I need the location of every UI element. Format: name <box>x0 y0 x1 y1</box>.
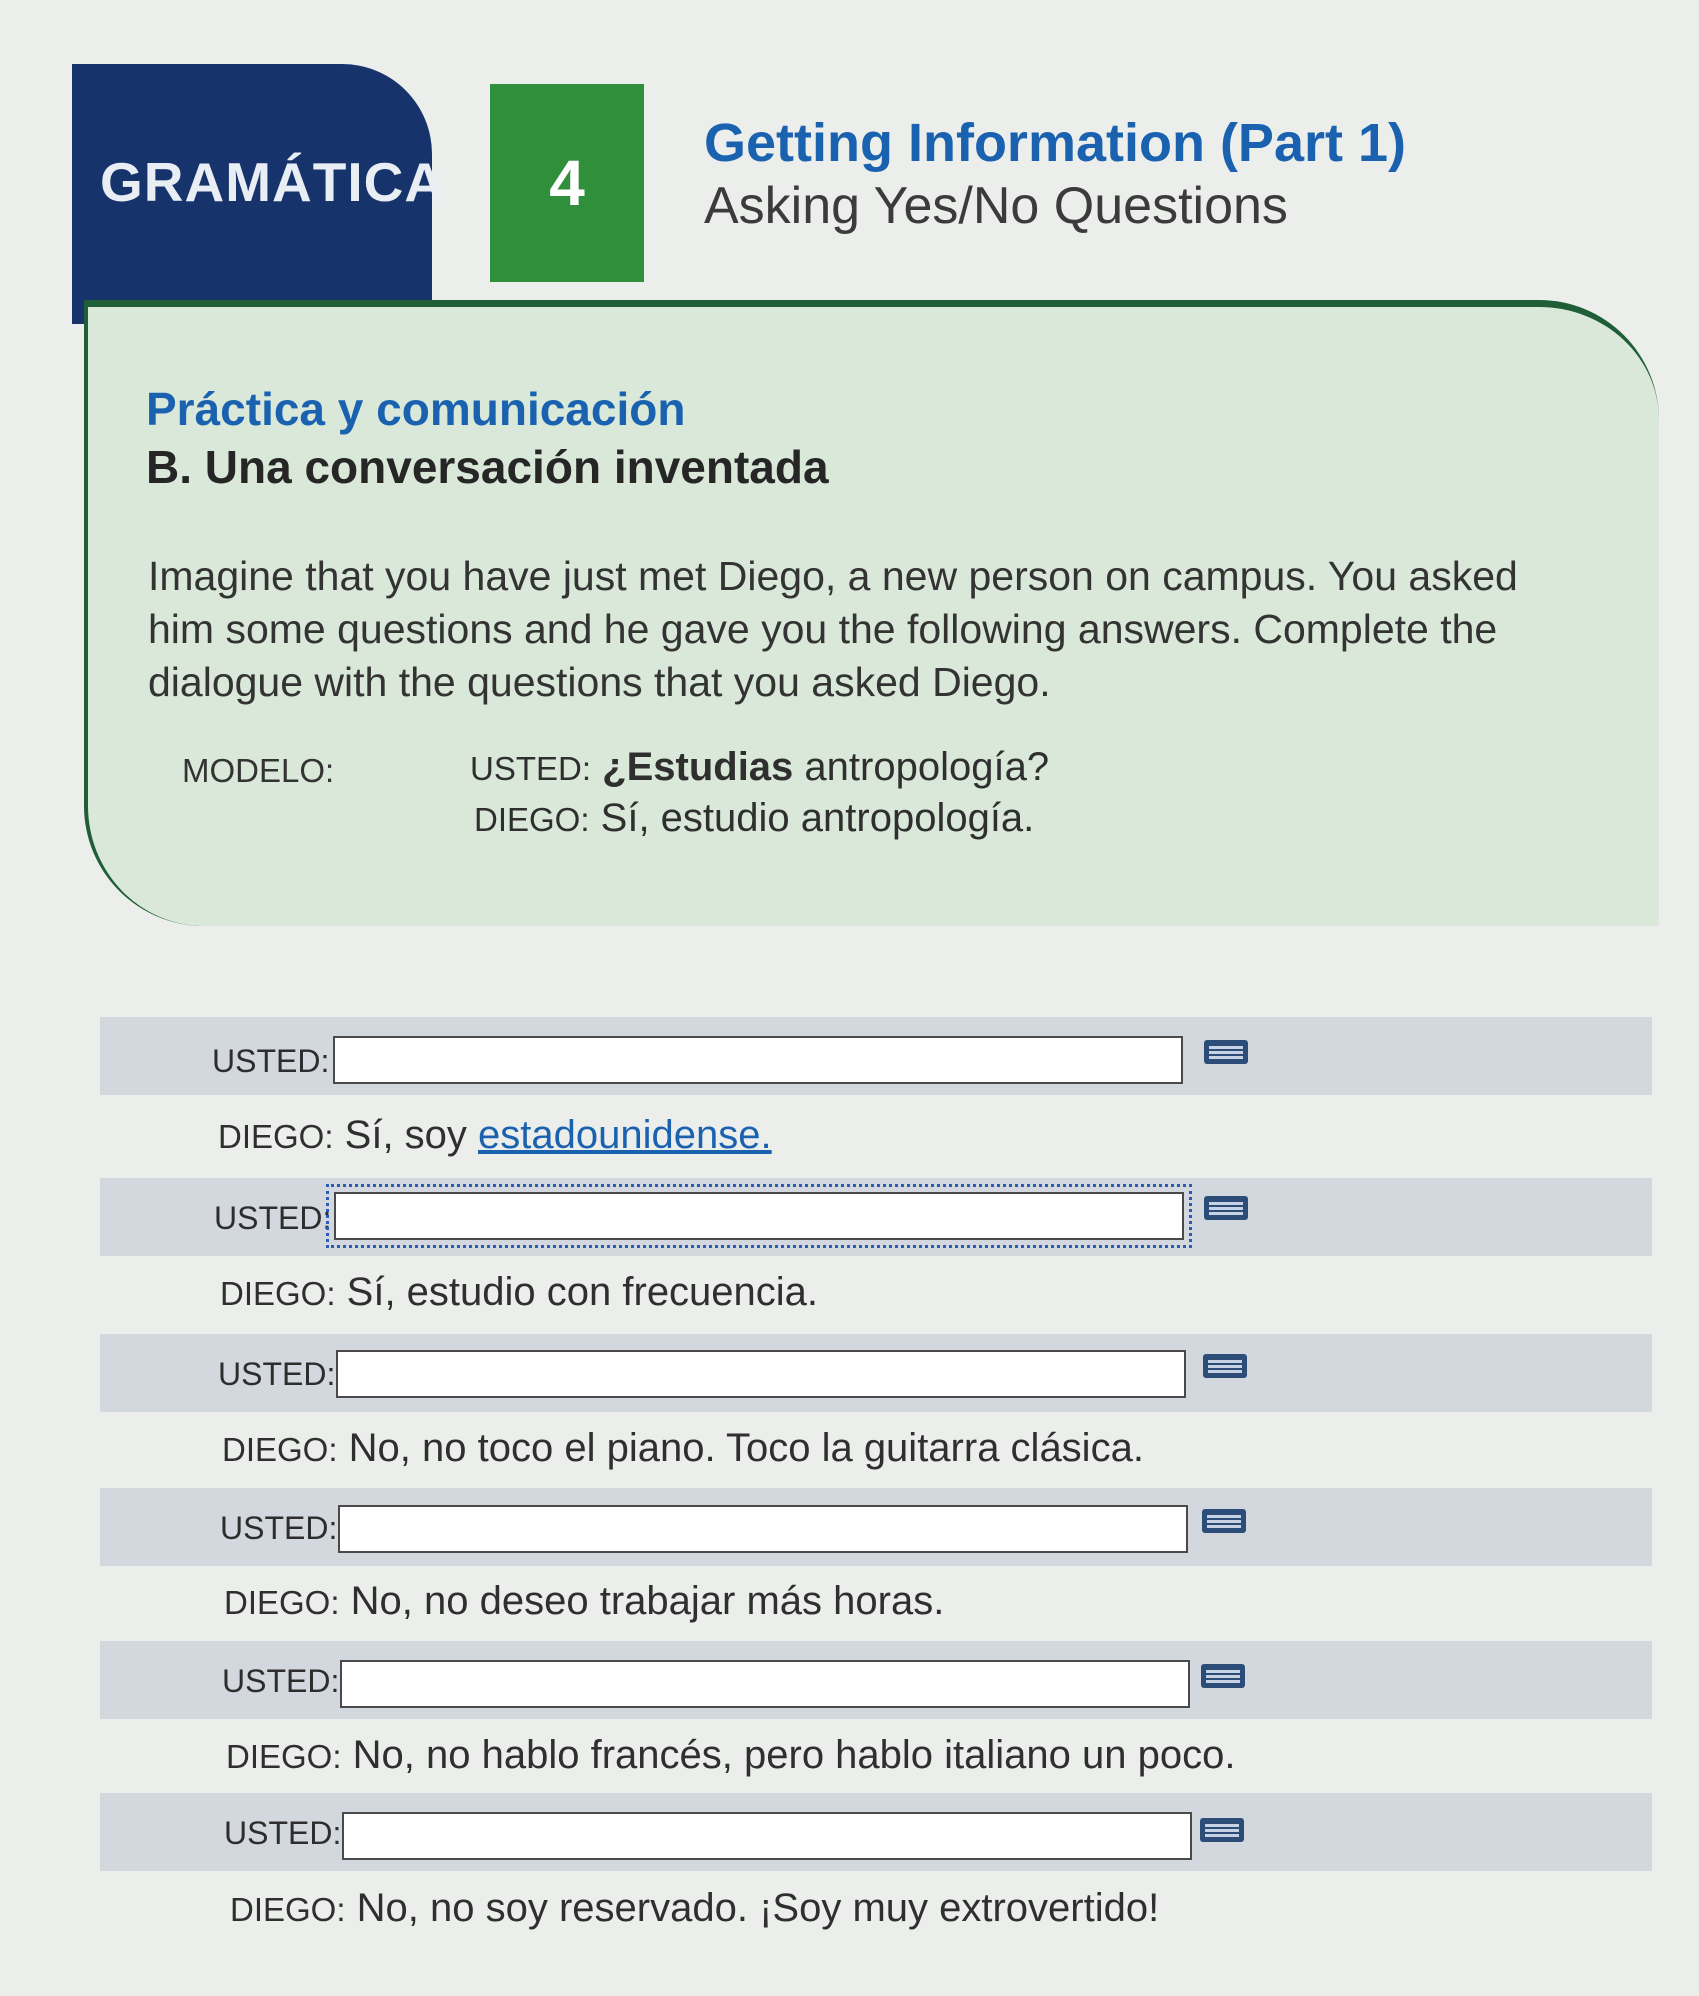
section-number: 4 <box>490 84 644 282</box>
activity-heading: Práctica y comunicación <box>146 383 686 435</box>
diego-label-2: DIEGO: <box>220 1275 336 1312</box>
answer-input-3[interactable] <box>336 1350 1186 1398</box>
usted-label-5: USTED: <box>222 1663 340 1699</box>
diego-text-4: No, no deseo trabajar más horas. <box>350 1579 945 1623</box>
diego-text-5: No, no hablo francés, pero hablo italiano un poco. <box>352 1733 1236 1777</box>
diego-line-5 <box>226 1733 1236 1778</box>
diego-line-4 <box>224 1579 944 1624</box>
diego-label-1: DIEGO: <box>218 1118 334 1155</box>
diego-text-1: Sí, soy <box>344 1113 479 1157</box>
diego-text-2: Sí, estudio con frecuencia. <box>346 1270 819 1314</box>
answer-input-5[interactable] <box>340 1660 1190 1708</box>
answer-input-2[interactable] <box>334 1192 1184 1240</box>
model-usted-rest: antropología? <box>793 745 1050 789</box>
answer-input-1[interactable] <box>333 1036 1183 1084</box>
diego-label-3: DIEGO: <box>222 1431 338 1468</box>
diego-label-4: DIEGO: <box>224 1584 340 1621</box>
keyboard-icon[interactable] <box>1204 1196 1248 1220</box>
diego-label-5: DIEGO: <box>226 1738 342 1775</box>
usted-label-2: USTED: <box>214 1200 332 1236</box>
keyboard-icon[interactable] <box>1200 1818 1244 1842</box>
glossary-link-estadounidense[interactable]: estadounidense. <box>478 1113 772 1157</box>
diego-line-6 <box>230 1886 1159 1931</box>
model-diego-text: Sí, estudio antropología. <box>600 796 1035 840</box>
model-usted-bold: ¿Estudias <box>602 745 794 789</box>
activity-instructions: Imagine that you have just met Diego, a new person on campus. You asked him some questions and he gave you the following answers. Complete the dialogue with the questions that you asked Diego. <box>148 553 1518 705</box>
keyboard-icon[interactable] <box>1204 1040 1248 1064</box>
usted-label-1: USTED: <box>212 1043 330 1079</box>
usted-label-3: USTED: <box>218 1356 336 1392</box>
model-usted-label: USTED: <box>470 750 592 787</box>
keyboard-icon[interactable] <box>1203 1354 1247 1378</box>
keyboard-icon[interactable] <box>1201 1664 1245 1688</box>
model-usted-line <box>470 745 1049 790</box>
diego-line-3 <box>222 1426 1144 1471</box>
diego-text-6: No, no soy reservado. ¡Soy muy extrovertido! <box>356 1886 1160 1930</box>
page-subtitle: Asking Yes/No Questions <box>704 177 1288 235</box>
answer-input-4[interactable] <box>338 1505 1188 1553</box>
diego-text-3: No, no toco el piano. Toco la guitarra clásica. <box>348 1426 1144 1470</box>
usted-label-6: USTED: <box>224 1815 342 1851</box>
activity-title: B. Una conversación inventada <box>146 441 829 493</box>
model-diego-line <box>474 796 1034 841</box>
answer-input-6[interactable] <box>342 1812 1192 1860</box>
page-title: Getting Information (Part 1) <box>704 113 1406 173</box>
keyboard-icon[interactable] <box>1202 1509 1246 1533</box>
diego-line-1 <box>218 1113 772 1158</box>
model-diego-label: DIEGO: <box>474 801 590 838</box>
usted-label-4: USTED: <box>220 1510 338 1546</box>
model-label: MODELO: <box>182 752 335 789</box>
section-label: GRAMÁTICA <box>100 151 446 213</box>
diego-label-6: DIEGO: <box>230 1891 346 1928</box>
diego-line-2 <box>220 1270 818 1315</box>
